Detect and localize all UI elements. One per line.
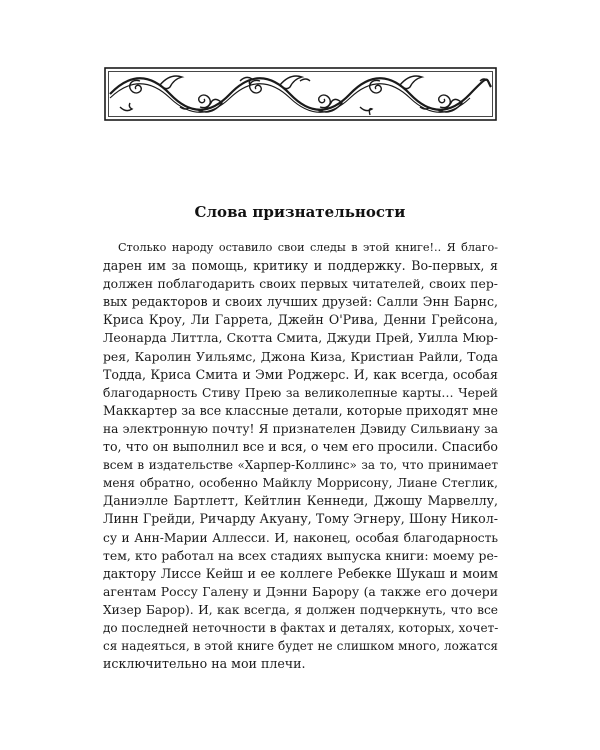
text-line: дактору Лиссе Кейш и ее коллеге Ребекке Шукаш и моим <box>103 565 498 581</box>
text-line: Тодда, Криса Смита и Эми Роджерс. И, как всегда, особая <box>103 366 498 382</box>
text-line: су и Анн-Марии Аллесси. И, наконец, особая благодарность <box>103 530 498 545</box>
text-line: дарен им за помощь, критику и поддержку. Во-первых, я <box>103 258 498 274</box>
text-line: исключительно на мои плечи. <box>103 656 306 672</box>
text-line: Криса Кроу, Ли Гаррета, Джейн О'Рива, Денни Грейсона, <box>103 312 498 328</box>
scrollwork-ornament-icon <box>104 67 497 121</box>
text-line: меня обратно, особенно Майклу Моррисону, Лиане Стеглик, <box>103 476 498 491</box>
section-heading: Слова признательности <box>194 203 406 221</box>
text-line: Столько народу оставило свои следы в этой книге!.. Я благо- <box>118 241 498 254</box>
text-line: тем, кто работал на всех стадиях выпуска книги: моему ре- <box>103 547 498 563</box>
text-line: Линн Грейди, Ричарду Акуану, Тому Эгнеру, Шону Никол- <box>103 511 498 527</box>
text-line: агентам Россу Галену и Дэнни Барору (а также его дочери <box>103 583 498 599</box>
text-line: ся надеяться, в этой книге будет не слишком много, ложатся <box>103 639 498 654</box>
acknowledgements-paragraph <box>103 239 498 673</box>
text-line: благодарность Стиву Прею за великолепные карты… Черей <box>103 385 498 400</box>
text-line: вых редакторов и своих лучших друзей: Салли Энн Барнс, <box>103 294 498 310</box>
text-line: до последней неточности в фактах и деталях, которых, хочет- <box>103 620 499 635</box>
text-line: то, что он выполнил все и вся, о чем его просили. Спасибо <box>103 439 498 455</box>
text-line: рея, Каролин Уильямс, Джона Киза, Кристиан Райли, Тода <box>103 348 498 364</box>
text-line: всем в издательстве «Харпер-Коллинс» за то, что принимает <box>103 458 498 473</box>
text-line: Маккартер за все классные детали, которые приходят мне <box>103 402 499 418</box>
text-line: на электронную почту! Я признателен Дэвиду Сильвиану за <box>103 421 498 436</box>
text-line: Леонарда Литтла, Скотта Смита, Джуди Прей, Уилла Мюр- <box>103 330 498 346</box>
text-line: Хизер Барор). И, как всегда, я должен подчеркнуть, что все <box>103 602 498 617</box>
text-line: должен поблагодарить своих первых читателей, своих пер- <box>103 276 498 292</box>
text-line: Даниэлле Бартлетт, Кейтлин Кеннеди, Джошу Марвеллу, <box>103 493 498 509</box>
